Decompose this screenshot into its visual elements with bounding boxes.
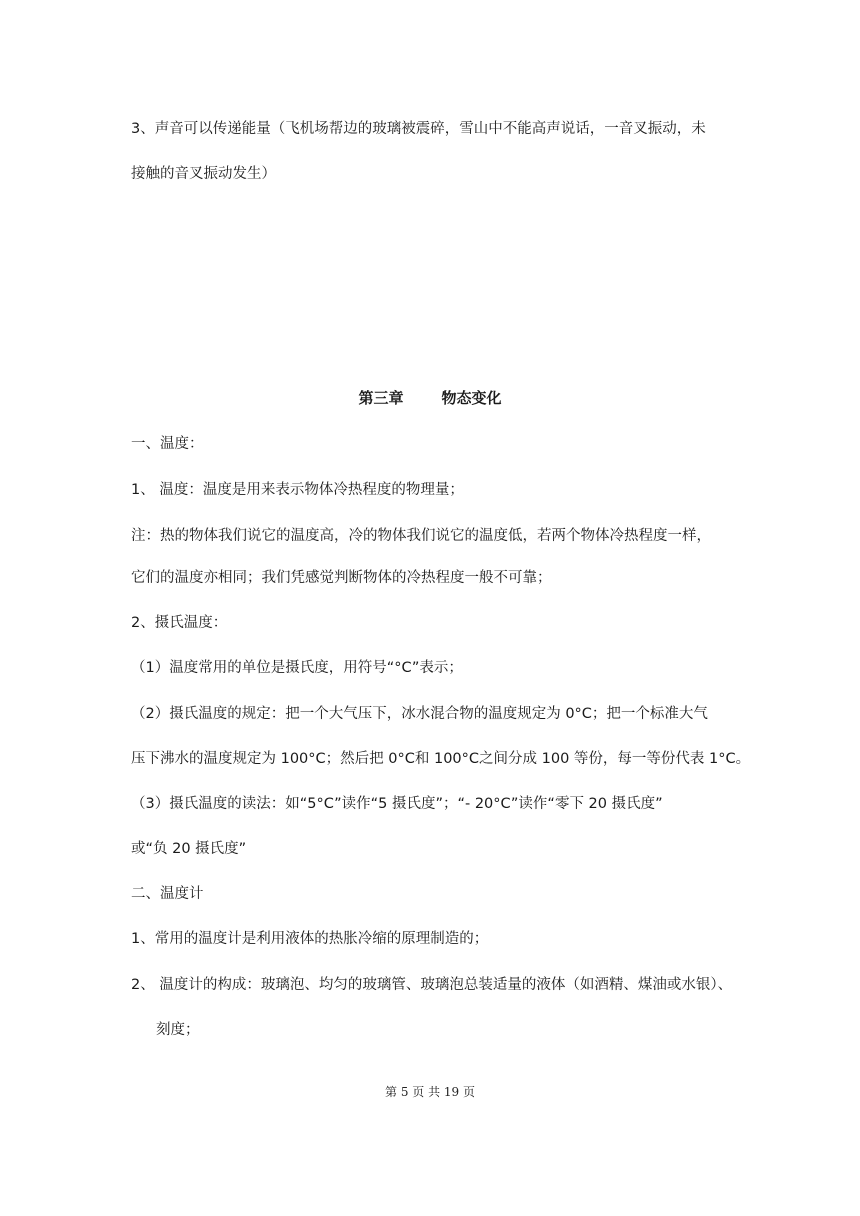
paragraph-line: 3、声音可以传递能量（飞机场帮边的玻璃被震碎，雪山中不能高声说话，一音叉振动，未 [131, 121, 706, 137]
chapter-name: 物态变化 [441, 389, 502, 407]
paragraph-line: （3）摄氏温度的读法：如“5°C”读作“5 摄氏度”；“- 20°C”读作“零下 20 摄氏度” [131, 796, 663, 812]
chapter-title [0, 387, 860, 409]
chapter-number: 第三章 [358, 389, 404, 407]
page-number-footer: 第 5 页 共 19 页 [385, 1085, 475, 1099]
paragraph-line: 1、常用的温度计是利用液体的热胀冷缩的原理制造的； [131, 931, 489, 947]
paragraph-line: 压下沸水的温度规定为 100°C；然后把 0°C和 100°C之间分成 100 等份，每一等份代表 1°C。 [131, 751, 751, 767]
paragraph-line: 1、 温度：温度是用来表示物体冷热程度的物理量； [131, 482, 464, 498]
paragraph-line: 刻度； [156, 1022, 200, 1038]
paragraph-line: 接触的音叉振动发生） [131, 166, 276, 182]
paragraph-line: 或“负 20 摄氏度” [131, 841, 247, 857]
paragraph-line: 它们的温度亦相同；我们凭感觉判断物体的冷热程度一般不可靠； [131, 570, 552, 586]
section-heading: 二、温度计 [131, 886, 204, 902]
paragraph-line: （2）摄氏温度的规定：把一个大气压下，冰水混合物的温度规定为 0°C；把一个标准大气 [131, 706, 708, 722]
subsection-heading: 2、摄氏温度： [131, 615, 228, 631]
paragraph-line: 2、 温度计的构成：玻璃泡、均匀的玻璃管、玻璃泡总装适量的液体（如酒精、煤油或水银）、 [131, 977, 733, 993]
paragraph-line: （1）温度常用的单位是摄氏度，用符号“°C”表示； [131, 660, 463, 676]
section-heading: 一、温度： [131, 436, 204, 452]
paragraph-line: 注：热的物体我们说它的温度高，冷的物体我们说它的温度低，若两个物体冷热程度一样， [131, 528, 711, 544]
